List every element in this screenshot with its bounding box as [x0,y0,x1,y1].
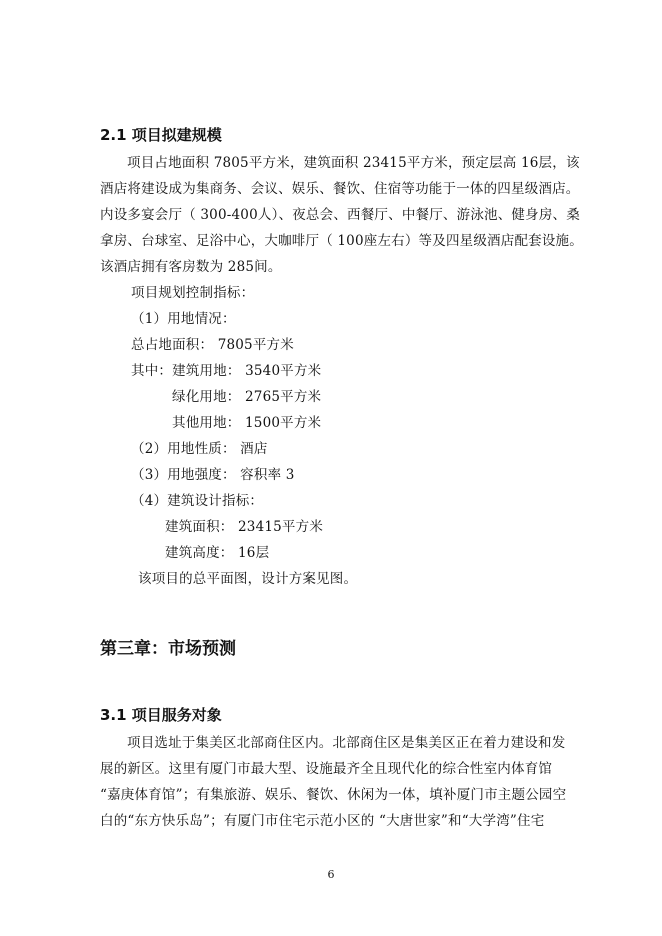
paragraph-line: 酒店将建设成为集商务、会议、娱乐、餐饮、住宿等功能于一体的四星级酒店。 [100,181,580,197]
paragraph-line: “嘉庚体育馆”；有集旅游、娱乐、餐饮、休闲为一体，填补厦门市主题公园空 [100,787,567,803]
floor-area: 建筑面积： 23415平方米 [165,519,324,535]
green-land: 绿化用地： 2765平方米 [172,389,322,405]
building-height: 建筑高度： 16层 [165,545,270,561]
paragraph-line: 展的新区。这里有厦门市最大型、设施最齐全且现代化的综合性室内体育馆 [100,761,553,777]
section-3-1-heading: 3.1 项目服务对象 [100,706,222,724]
building-land: 其中：建筑用地： 3540平方米 [131,363,322,379]
paragraph-line: 该酒店拥有客房数为 285间。 [100,259,282,275]
page-number: 6 [327,868,335,881]
design-indicators-title: （4）建筑设计指标： [131,493,264,509]
paragraph-line: 项目选址于集美区北部商住区内。北部商住区是集美区正在着力建设和发 [127,735,566,751]
closing-sentence: 该项目的总平面图，设计方案见图。 [138,571,358,587]
paragraph-line: 白的“东方快乐岛”；有厦门市住宅示范小区的 “大唐世家”和“大学湾”住宅 [100,813,545,829]
paragraph-line: 拿房、台球室、足浴中心，大咖啡厅（ 100座左右）等及四星级酒店配套设施。 [100,233,583,249]
section-2-1-heading: 2.1 项目拟建规模 [100,126,222,144]
land-nature: （2）用地性质： 酒店 [131,441,268,457]
land-use-title: （1）用地情况： [131,311,236,327]
total-area: 总占地面积： 7805平方米 [131,337,294,353]
indicators-title: 项目规划控制指标： [131,285,255,301]
paragraph-line: 项目占地面积 7805平方米，建筑面积 23415平方米，预定层高 16层，该 [127,155,580,171]
chapter-3-title: 第三章：市场预测 [100,639,236,659]
paragraph-line: 内设多宴会厅（ 300-400人）、夜总会、西餐厅、中餐厅、游泳池、健身房、桑 [100,207,580,223]
land-intensity: （3）用地强度： 容积率 3 [131,467,295,483]
other-land: 其他用地： 1500平方米 [172,415,322,431]
